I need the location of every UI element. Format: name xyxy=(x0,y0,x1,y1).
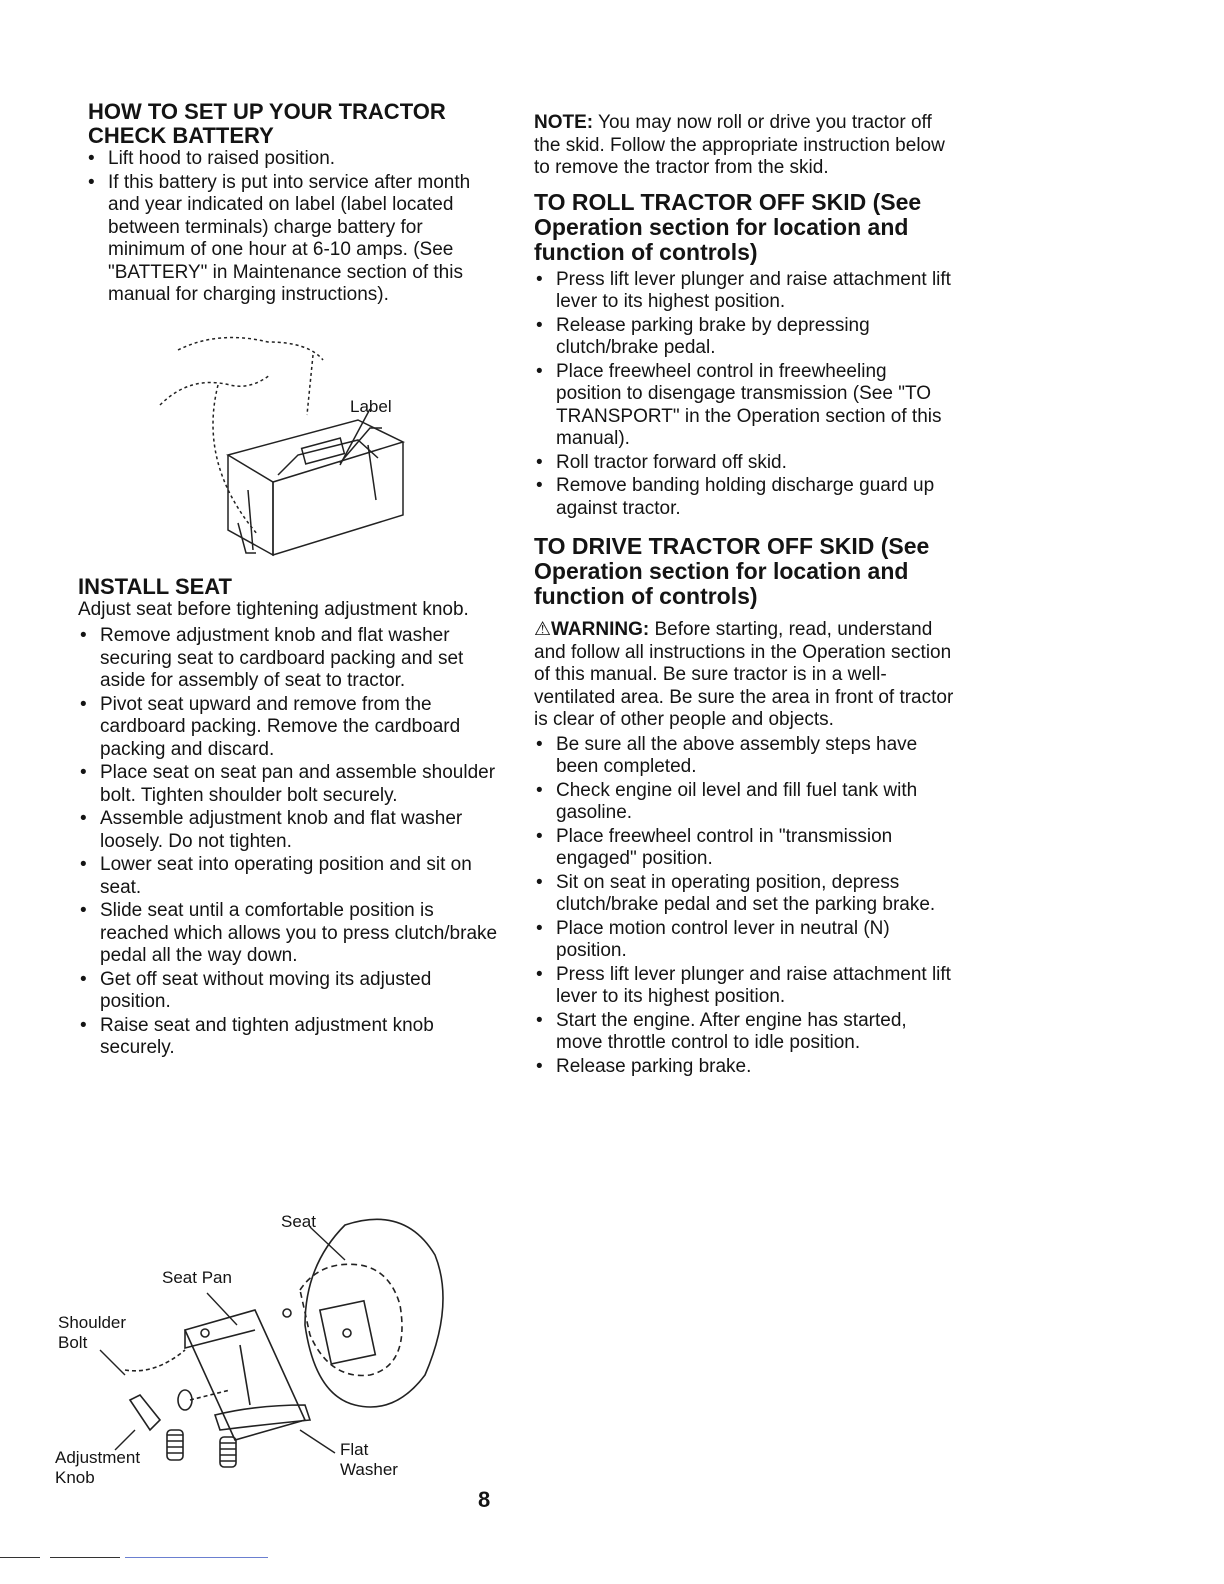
drive-off-list xyxy=(534,734,954,1079)
shoulder-bolt-callout: Shoulder Bolt xyxy=(58,1313,127,1352)
battery-figure xyxy=(78,315,498,565)
install-seat-intro: Adjust seat before tightening adjustment knob. xyxy=(78,598,469,620)
flat-washer-callout: Flat Washer xyxy=(340,1440,398,1479)
seat-callout: Seat xyxy=(281,1212,316,1231)
list-item: • Pivot seat upward and remove from the cardboard packing. Remove the cardboard packing and discard. xyxy=(78,694,498,762)
check-battery-list xyxy=(86,148,498,307)
list-item: • Lower seat into operating position and sit on seat. xyxy=(78,854,498,899)
warning-icon: ⚠ xyxy=(534,619,552,640)
right-column xyxy=(534,112,954,1079)
section-title: HOW TO SET UP YOUR TRACTOR xyxy=(88,99,446,124)
warning-label: WARNING: xyxy=(551,619,650,640)
bottom-rule xyxy=(50,1557,120,1558)
drive-off-heading: TO DRIVE TRACTOR OFF SKID (See Operation section for location and function of controls) xyxy=(534,533,930,609)
list-item: • Place seat on seat pan and assemble shoulder bolt. Tighten shoulder bolt securely. xyxy=(78,762,498,807)
list-item: • Place motion control lever in neutral (N) position. xyxy=(534,918,954,963)
list-item: • Place freewheel control in freewheeling position to disengage transmission (See "TO TRANSPORT" in the Operation section of this manual). xyxy=(534,361,954,451)
list-item: • Be sure all the above assembly steps have been completed. xyxy=(534,734,954,779)
adjustment-knob-callout: Adjustment Knob xyxy=(55,1448,141,1487)
battery-label-callout: Label xyxy=(350,396,392,416)
list-item: • Press lift lever plunger and raise attachment lift lever to its highest position. xyxy=(534,269,954,314)
install-seat-list xyxy=(78,625,498,1060)
list-item: • Release parking brake by depressing clutch/brake pedal. xyxy=(534,315,954,360)
list-item: • Start the engine. After engine has started, move throttle control to idle position. xyxy=(534,1010,954,1055)
list-item: • Lift hood to raised position. xyxy=(86,148,498,171)
left-column xyxy=(78,100,498,1061)
check-battery-heading: CHECK BATTERY xyxy=(88,123,274,148)
list-item: • Press lift lever plunger and raise attachment lift lever to its highest position. xyxy=(534,964,954,1009)
list-item: • Check engine oil level and fill fuel tank with gasoline. xyxy=(534,780,954,825)
note xyxy=(534,112,954,180)
list-item: • Sit on seat in operating position, depress clutch/brake pedal and set the parking brake. xyxy=(534,872,954,917)
note-label: NOTE: xyxy=(534,112,594,133)
page-number: 8 xyxy=(478,1487,491,1512)
note-text: You may now roll or drive you tractor off the skid. Follow the appropriate instruction below to remove the tractor from the skid. xyxy=(534,112,945,178)
bottom-rule xyxy=(0,1557,40,1558)
seat-figure xyxy=(55,1205,475,1500)
battery-illustration xyxy=(78,315,498,565)
list-item: • Place freewheel control in "transmission engaged" position. xyxy=(534,826,954,871)
list-item: • Assemble adjustment knob and flat washer loosely. Do not tighten. xyxy=(78,808,498,853)
bottom-rule xyxy=(125,1557,268,1558)
list-item: • Release parking brake. xyxy=(534,1056,954,1079)
list-item: • Roll tractor forward off skid. xyxy=(534,452,954,475)
seat-pan-callout: Seat Pan xyxy=(162,1268,232,1287)
list-item: • If this battery is put into service after month and year indicated on label (label located between terminals) charge battery for minimum of one hour at 6-10 amps. (See "BATTERY" in Maintenance section of this manual for charging instructions). xyxy=(86,172,498,307)
warning xyxy=(534,619,954,732)
roll-off-list xyxy=(534,269,954,521)
list-item: • Raise seat and tighten adjustment knob securely. xyxy=(78,1015,498,1060)
list-item: • Remove banding holding discharge guard up against tractor. xyxy=(534,475,954,520)
roll-off-heading: TO ROLL TRACTOR OFF SKID (See Operation section for location and function of controls) xyxy=(534,188,922,265)
list-item: • Slide seat until a comfortable position is reached which allows you to press clutch/brake pedal all the way down. xyxy=(78,900,498,968)
install-seat-heading: INSTALL SEAT xyxy=(78,573,232,599)
warning-text: Before starting, read, understand and follow all instructions in the Operation section of this manual. Be sure tractor is in a well-ventilated area. Be sure the area in front of tractor is clear of other people and objects. xyxy=(534,619,954,730)
list-item: • Remove adjustment knob and flat washer securing seat to cardboard packing and set aside for assembly of seat to tractor. xyxy=(78,625,498,693)
list-item: • Get off seat without moving its adjusted position. xyxy=(78,969,498,1014)
